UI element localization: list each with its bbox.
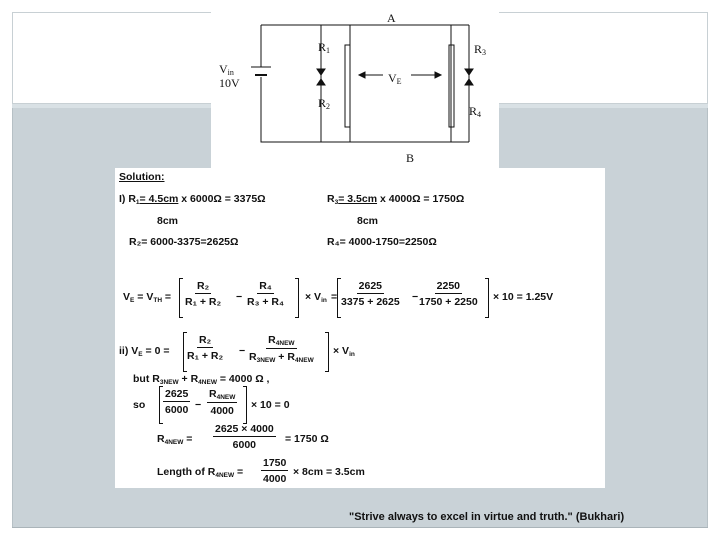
times-vin-2: × $V_{in}$	[333, 345, 355, 358]
minus-sign: −	[236, 291, 243, 303]
part2-lhs: ii) $V_E = 0$ =	[119, 345, 170, 358]
r1-label: $R_1$	[318, 40, 331, 55]
length-lhs: Length of $R_{4NEW}$ =	[157, 466, 244, 479]
solution-panel	[115, 168, 605, 488]
equals-sign: =	[331, 291, 338, 303]
bracket-right-2	[485, 278, 489, 318]
bracket-right-4	[243, 386, 247, 424]
r3-calc: $R_3= 3.5cm$ x 4000Ω = 1750Ω	[327, 193, 465, 206]
circuit-diagram	[211, 5, 499, 168]
bracket-left	[179, 278, 183, 318]
r4-label: $R_4$	[469, 104, 482, 119]
fraction-r2: $\frac{\text{R₂}}{\text{R₁ + R₂}}$	[185, 280, 222, 308]
but-line: but $R_{3NEW} + R_{4NEW} = 4000$ Ω ,	[133, 373, 270, 386]
fraction-2250: $\frac{2250}{1750 + 2250}$	[419, 280, 478, 308]
bracket-right-3	[325, 332, 329, 372]
ve-result: × 10 = 1.25V	[493, 291, 554, 303]
footer-quote: "Strive always to excel in virtue and truth." (Bukhari)	[349, 511, 625, 523]
fraction-r4new-4000: $R_{4NEW}$ 4000	[209, 388, 236, 417]
fraction-r4new-calc: $\frac{2625 \times 4000}{6000}$	[215, 423, 274, 451]
r4new-result: = 1750 Ω	[285, 433, 329, 445]
minus-sign-2: −	[412, 291, 419, 303]
fraction-2625-6000: $\frac{2625}{6000}$	[165, 388, 189, 416]
minus-sign-3: −	[239, 345, 246, 357]
fraction-r4new: $R_{4NEW}$ $R_{3NEW} + R_{4NEW}$	[249, 334, 314, 364]
node-b-label: B	[406, 151, 415, 165]
r2-calc: R₂= 6000-3375=2625Ω	[129, 236, 239, 248]
so-result: × 10 = 0	[251, 399, 290, 411]
r4new-lhs: $R_{4NEW}$ =	[157, 433, 193, 446]
r3-calc-denominator: 8cm	[357, 215, 379, 227]
source-value: 10V	[219, 76, 240, 90]
fraction-length: $\frac{1750}{4000}$	[263, 457, 287, 485]
fraction-2625: $\frac{2625}{3375 + 2625}$	[341, 280, 400, 308]
fraction-r2-part2: $\frac{\text{R₂}}{\text{R₁ + R₂}}$	[187, 334, 224, 362]
minus-sign-4: −	[195, 399, 202, 411]
r2-label: $R_2$	[318, 96, 331, 111]
solution-heading: Solution:	[119, 171, 165, 183]
ve-equation-lhs: $V_E = V_{TH}$ =	[123, 291, 172, 304]
length-result: × 8cm = 3.5cm	[293, 466, 365, 478]
ve-label: $V_E$	[388, 71, 402, 86]
footer-divider	[12, 527, 708, 528]
so-label: so	[133, 399, 146, 411]
r3-label: $R_3$	[474, 42, 487, 57]
times-vin: × $V_{in}$	[305, 291, 327, 304]
fraction-r4: $\frac{\text{R₄}}{\text{R₃ + R₄}}$	[247, 280, 284, 308]
bracket-right	[295, 278, 299, 318]
node-a-label: A	[387, 11, 396, 25]
circuit-wires	[211, 5, 499, 168]
r4-calc: R₄= 4000-1750=2250Ω	[327, 236, 437, 248]
r1-calc: I) $R_1= 4.5cm$ x 6000Ω = 3375Ω	[119, 193, 266, 206]
source-label: $V_{in}$	[219, 62, 234, 77]
r1-calc-denominator: 8cm	[157, 215, 179, 227]
